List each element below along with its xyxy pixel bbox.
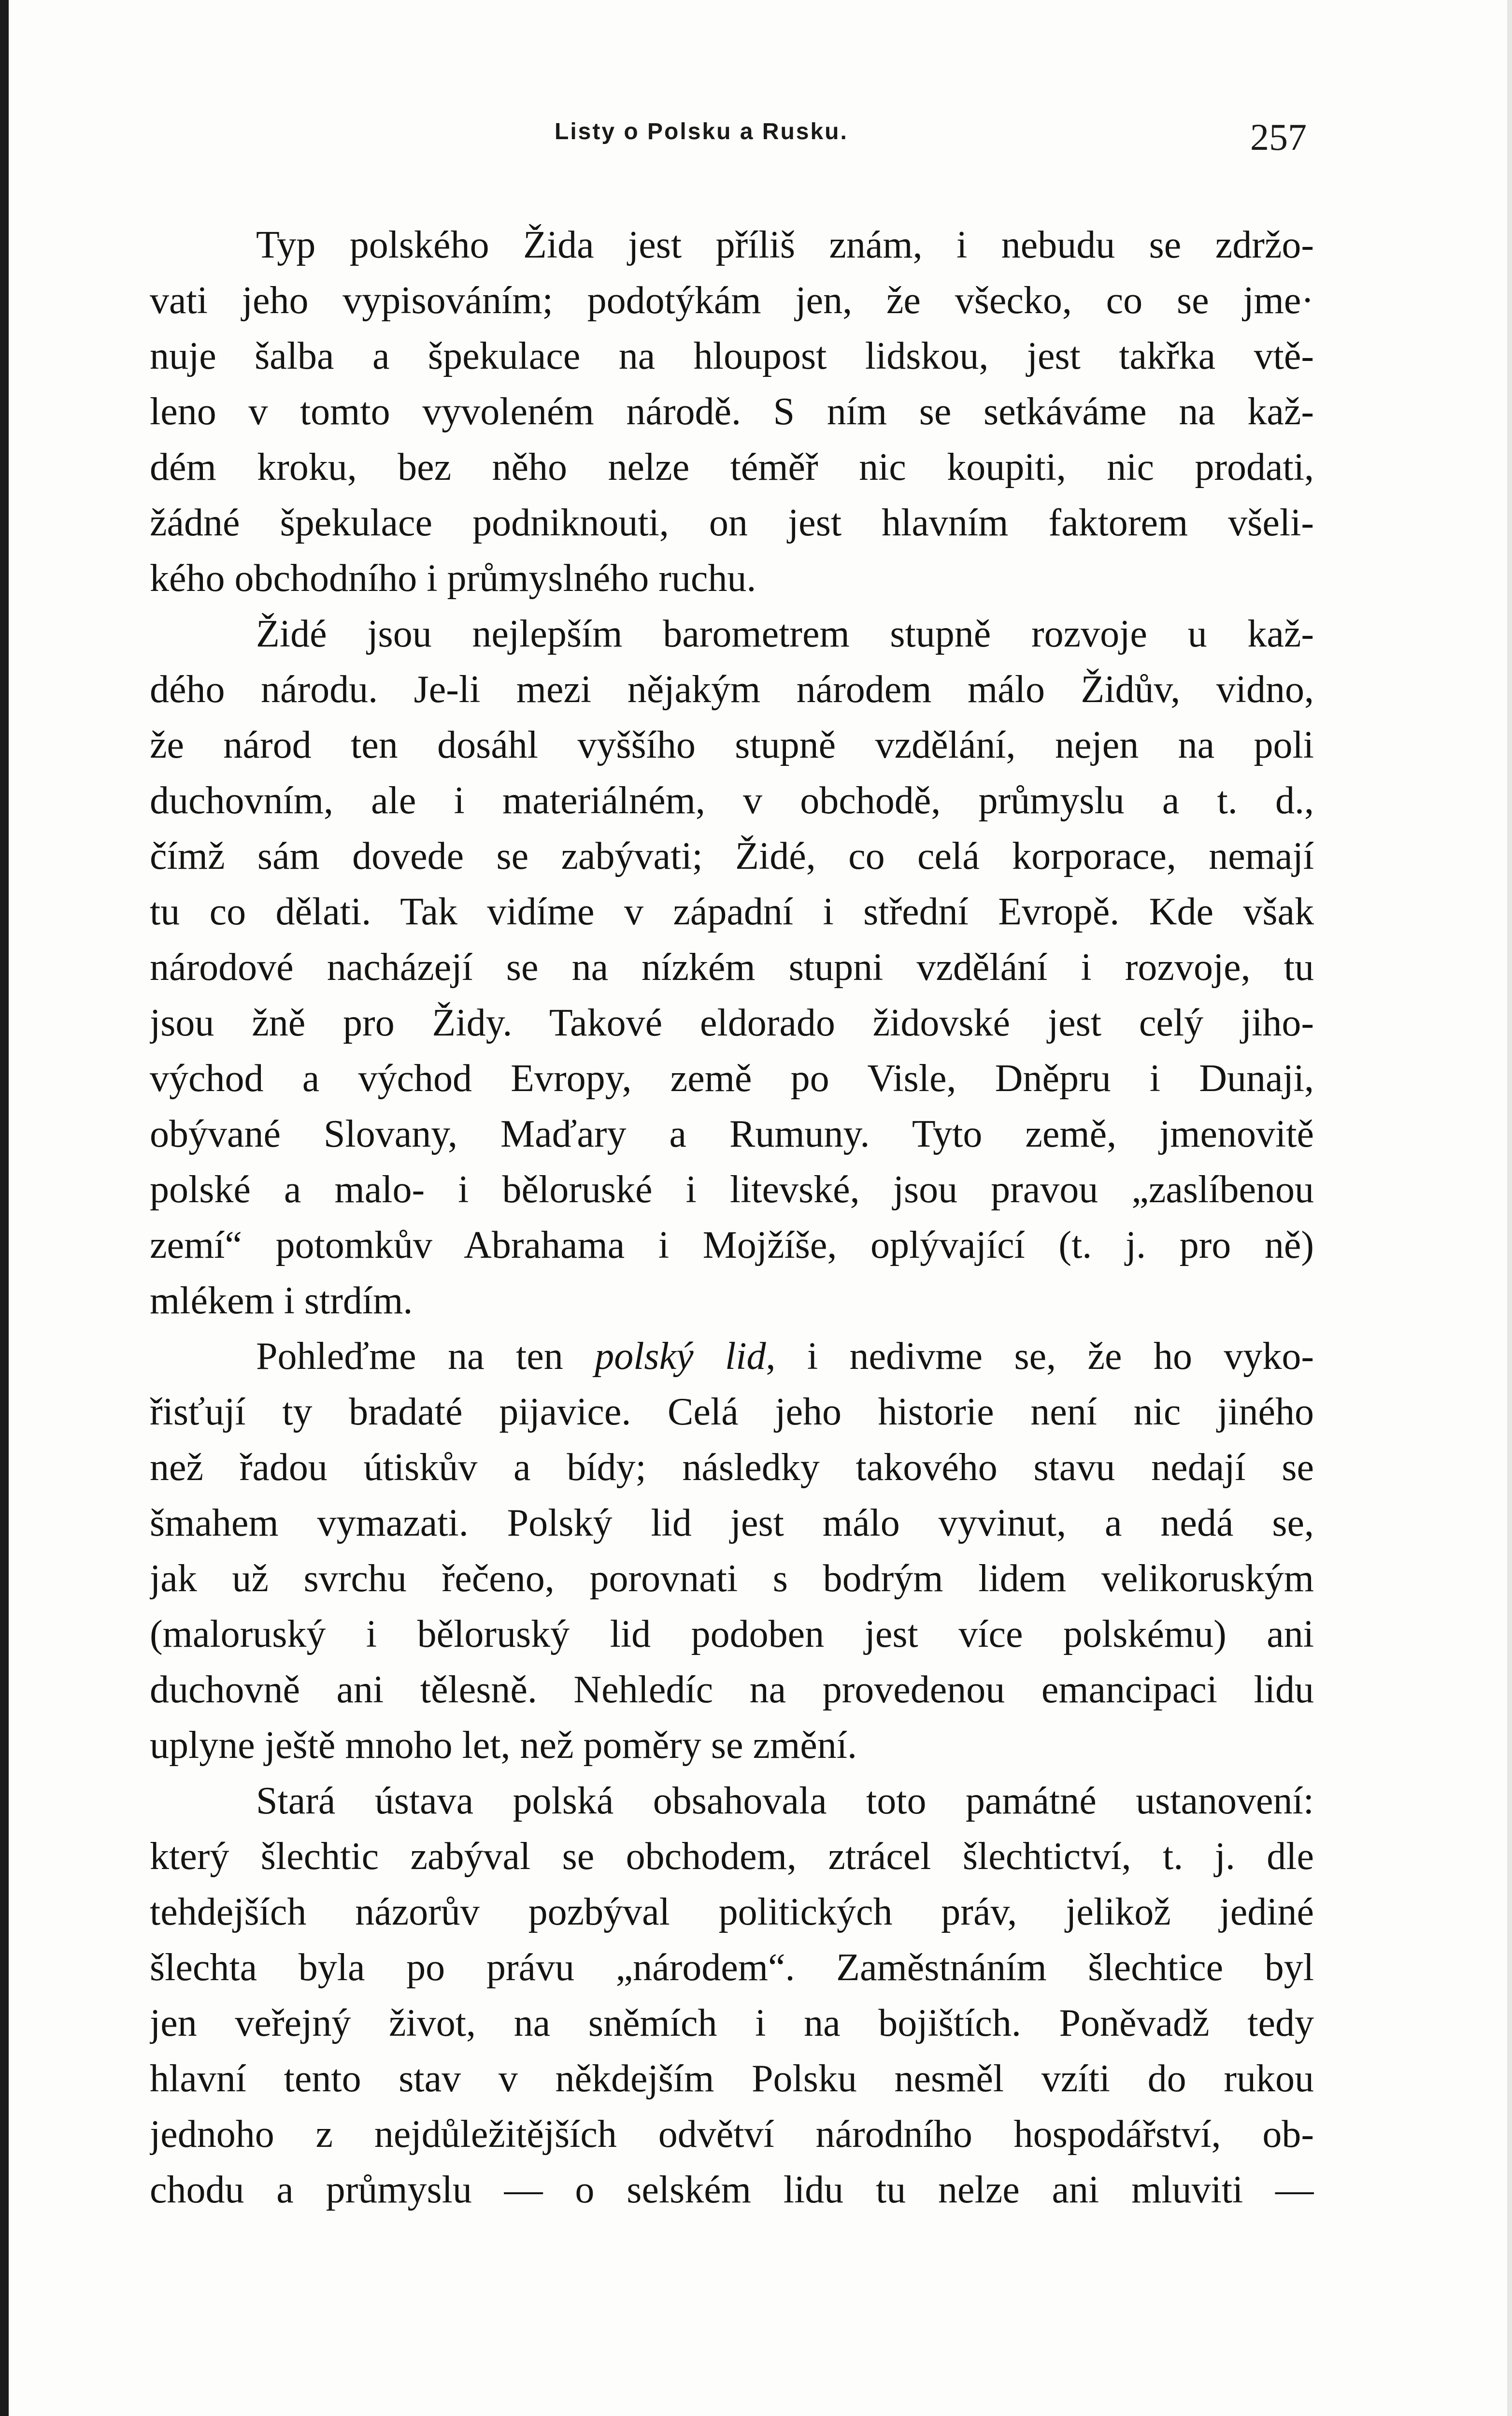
text-line: čímž sám dovede se zabývati; Židé, co celá korporace, nemají <box>150 835 1314 877</box>
text-line: řisťují ty bradaté pijavice. Celá jeho historie není nic jiného <box>150 1391 1314 1433</box>
text-line: chodu a průmyslu — o selském lidu tu nelze ani mluviti — <box>150 2169 1314 2211</box>
text-line: (maloruský i běloruský lid podoben jest více polskému) ani <box>150 1613 1314 1655</box>
text-line: Židé jsou nejlepším barometrem stupně rozvoje u kaž- <box>256 613 1314 655</box>
text-line: Typ polského Žida jest příliš znám, i nebudu se zdržo- <box>256 224 1314 266</box>
page-number: 257 <box>1250 116 1307 158</box>
text-line: leno v tomto vyvoleném národě. S ním se setkáváme na kaž- <box>150 390 1314 433</box>
text-line: polské a malo- i běloruské i litevské, jsou pravou „zaslíbenou <box>150 1168 1314 1211</box>
text-line: žádné špekulace podniknouti, on jest hlavním faktorem všeli- <box>150 502 1314 544</box>
text-line: Stará ústava polská obsahovala toto památné ustanovení: <box>256 1780 1314 1822</box>
text-line: že národ ten dosáhl vyššího stupně vzdělání, nejen na poli <box>150 724 1314 766</box>
text-line: obývané Slovany, Maďary a Rumuny. Tyto země, jmenovitě <box>150 1113 1314 1155</box>
text-line: šmahem vymazati. Polský lid jest málo vyvinut, a nedá se, <box>150 1502 1314 1544</box>
text-line: tehdejších názorův pozbýval politických práv, jelikož jediné <box>150 1891 1314 1933</box>
text-line: jednoho z nejdůležitějších odvětví národního hospodářství, ob- <box>150 2113 1314 2156</box>
text-line: východ a východ Evropy, země po Visle, Dněpru i Dunaji, <box>150 1057 1314 1100</box>
text-line: jsou žně pro Židy. Takové eldorado židovské jest celý jiho- <box>150 1002 1314 1044</box>
text-line: který šlechtic zabýval se obchodem, ztrácel šlechtictví, t. j. dle <box>150 1835 1314 1878</box>
text-line: duchovním, ale i materiálném, v obchodě, průmyslu a t. d., <box>150 779 1314 822</box>
text-line: vati jeho vypisováním; podotýkám jen, že všecko, co se jme· <box>150 279 1314 322</box>
text-line: Pohleďme na ten polský lid, i nedivme se, že ho vyko- <box>256 1335 1314 1378</box>
text-line: kého obchodního i průmyslného ruchu. <box>150 557 756 600</box>
text-line: národové nacházejí se na nízkém stupni vzdělání i rozvoje, tu <box>150 946 1314 989</box>
text-line: než řadou útiskův a bídy; následky takového stavu nedají se <box>150 1446 1314 1489</box>
body-text <box>150 217 1314 2218</box>
scan-page-edge <box>1507 0 1512 2416</box>
text-line: jen veřejný život, na sněmích i na bojištích. Poněvadž tedy <box>150 2002 1314 2044</box>
text-line: duchovně ani tělesně. Nehledíc na provedenou emancipaci lidu <box>150 1668 1314 1711</box>
text-line: šlechta byla po právu „národem“. Zaměstnáním šlechtice byl <box>150 1946 1314 1989</box>
text-line: nuje šalba a špekulace na hloupost lidskou, jest takřka vtě- <box>150 335 1314 377</box>
text-line: dého národu. Je-li mezi nějakým národem málo Židův, vidno, <box>150 668 1314 711</box>
running-title: Listy o Polsku a Rusku. <box>555 119 848 144</box>
text-line: hlavní tento stav v někdejším Polsku nesměl vzíti do rukou <box>150 2057 1314 2100</box>
text-line: tu co dělati. Tak vidíme v západní i střední Evropě. Kde však <box>150 891 1314 933</box>
text-line: uplyne ještě mnoho let, než poměry se změní. <box>150 1724 857 1767</box>
emphasized-phrase: polský lid <box>595 1335 766 1378</box>
text-line: dém kroku, bez něho nelze téměř nic koupiti, nic prodati, <box>150 446 1314 489</box>
running-header <box>0 114 1512 157</box>
text-line: jak už svrchu řečeno, porovnati s bodrým lidem velikoruským <box>150 1557 1314 1600</box>
text-line: zemí“ potomkův Abrahama i Mojžíše, oplývající (t. j. pro ně) <box>150 1224 1314 1266</box>
text-line: mlékem i strdím. <box>150 1280 413 1322</box>
scan-binding-edge <box>0 0 9 2416</box>
